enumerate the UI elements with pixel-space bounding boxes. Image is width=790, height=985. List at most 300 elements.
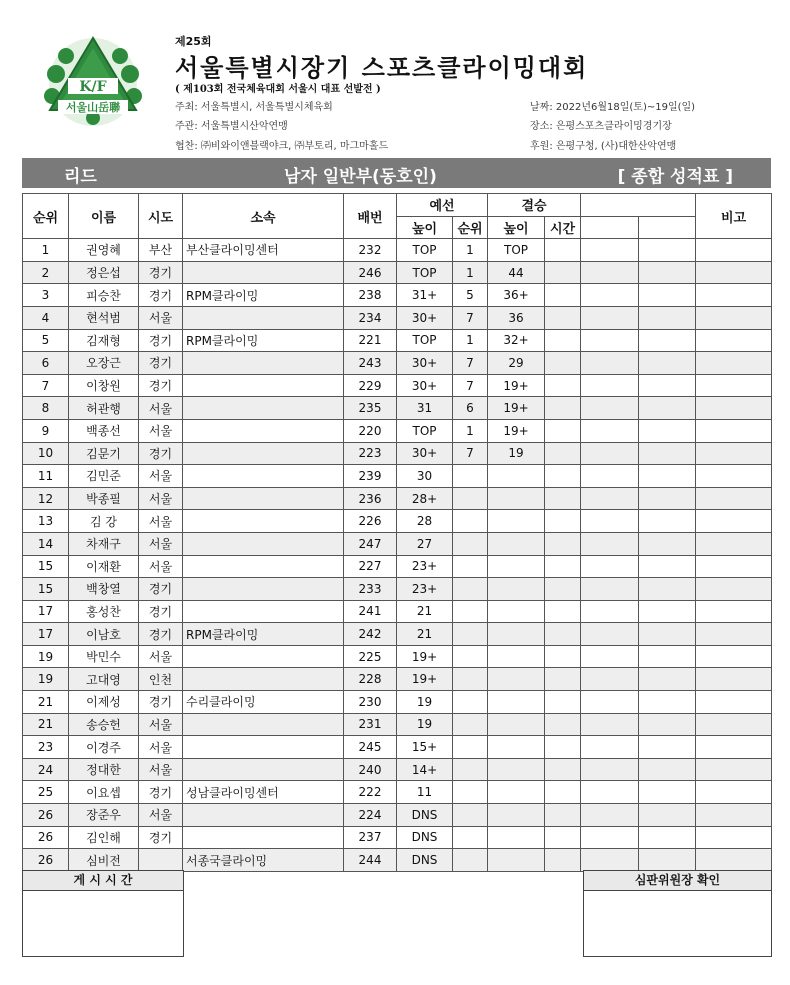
region-cell: 서울 xyxy=(139,397,183,420)
blank-cell xyxy=(581,555,639,578)
rank-cell: 4 xyxy=(23,306,69,329)
name-cell: 김재형 xyxy=(69,329,139,352)
division-label: 남자 일반부(동호인) xyxy=(284,167,437,187)
final-time-cell xyxy=(545,849,581,872)
note-cell xyxy=(696,645,772,668)
blank-cell xyxy=(581,826,639,849)
blank-cell xyxy=(581,691,639,714)
rank-cell: 19 xyxy=(23,668,69,691)
note-cell xyxy=(696,442,772,465)
blank-cell xyxy=(581,442,639,465)
qual-height-cell: TOP xyxy=(397,239,453,262)
name-cell: 이창원 xyxy=(69,374,139,397)
support-info: 후원: 은평구청, (사)대한산악연맹 xyxy=(530,141,677,152)
name-cell: 송승헌 xyxy=(69,713,139,736)
logo-bottom-text: 서울山岳聯 xyxy=(65,101,121,114)
rank-cell: 14 xyxy=(23,532,69,555)
qual-rank-cell: 1 xyxy=(453,419,488,442)
qual-height-cell: TOP xyxy=(397,419,453,442)
club-cell: RPM클라이밍 xyxy=(183,329,344,352)
judge-confirm-box xyxy=(583,870,772,957)
name-cell: 차재구 xyxy=(69,532,139,555)
bib-cell: 234 xyxy=(344,306,397,329)
qual-rank-cell: 1 xyxy=(453,239,488,262)
qual-height-cell: DNS xyxy=(397,804,453,827)
final-time-cell xyxy=(545,352,581,375)
blank-cell xyxy=(639,736,696,759)
blank-cell xyxy=(581,306,639,329)
qual-height-cell: 30+ xyxy=(397,306,453,329)
club-cell: RPM클라이밍 xyxy=(183,623,344,646)
table-row xyxy=(23,306,772,329)
region-cell: 경기 xyxy=(139,578,183,601)
blank-cell xyxy=(639,758,696,781)
blank-cell xyxy=(581,397,639,420)
blank-cell xyxy=(639,352,696,375)
bib-cell: 225 xyxy=(344,645,397,668)
table-row xyxy=(23,668,772,691)
region-cell: 경기 xyxy=(139,691,183,714)
table-row xyxy=(23,329,772,352)
club-cell xyxy=(183,374,344,397)
club-cell xyxy=(183,555,344,578)
bib-cell: 244 xyxy=(344,849,397,872)
header-qual-rank: 순위 xyxy=(453,216,488,239)
name-cell: 백종선 xyxy=(69,419,139,442)
final-time-cell xyxy=(545,397,581,420)
final-height-cell: 19+ xyxy=(488,374,545,397)
rank-cell: 3 xyxy=(23,284,69,307)
qual-height-cell: 14+ xyxy=(397,758,453,781)
bib-cell: 236 xyxy=(344,487,397,510)
rank-cell: 25 xyxy=(23,781,69,804)
qual-rank-cell xyxy=(453,804,488,827)
sheet-type-label: [ 종합 성적표 ] xyxy=(617,167,733,187)
region-cell: 경기 xyxy=(139,284,183,307)
name-cell: 김인해 xyxy=(69,826,139,849)
organizer-info: 주관: 서울특별시산악연맹 xyxy=(175,121,288,132)
blank-cell xyxy=(581,532,639,555)
note-cell xyxy=(696,668,772,691)
final-height-cell xyxy=(488,623,545,646)
table-row xyxy=(23,691,772,714)
blank-cell xyxy=(639,691,696,714)
region-cell: 서울 xyxy=(139,555,183,578)
note-cell xyxy=(696,239,772,262)
club-cell xyxy=(183,578,344,601)
blank-cell xyxy=(639,419,696,442)
region-cell: 서울 xyxy=(139,713,183,736)
bib-cell: 235 xyxy=(344,397,397,420)
bib-cell: 245 xyxy=(344,736,397,759)
note-cell xyxy=(696,397,772,420)
header-club: 소속 xyxy=(183,194,344,239)
region-cell: 서울 xyxy=(139,532,183,555)
region-cell: 서울 xyxy=(139,465,183,488)
final-height-cell: 44 xyxy=(488,261,545,284)
header-rank: 순위 xyxy=(23,194,69,239)
blank-cell xyxy=(639,284,696,307)
header-region: 시도 xyxy=(139,194,183,239)
final-time-cell xyxy=(545,668,581,691)
name-cell: 김민준 xyxy=(69,465,139,488)
qual-height-cell: 19+ xyxy=(397,668,453,691)
qual-rank-cell xyxy=(453,623,488,646)
blank-cell xyxy=(639,329,696,352)
bib-cell: 224 xyxy=(344,804,397,827)
event-label: 리드 xyxy=(64,167,97,187)
note-cell xyxy=(696,555,772,578)
qual-rank-cell xyxy=(453,510,488,533)
qual-rank-cell: 7 xyxy=(453,352,488,375)
rank-cell: 21 xyxy=(23,713,69,736)
final-height-cell xyxy=(488,758,545,781)
qual-height-cell: 19 xyxy=(397,713,453,736)
club-cell xyxy=(183,487,344,510)
club-cell xyxy=(183,261,344,284)
table-row xyxy=(23,442,772,465)
blank-cell xyxy=(639,306,696,329)
club-cell: 성남클라이밍센터 xyxy=(183,781,344,804)
rank-cell: 26 xyxy=(23,826,69,849)
blank-cell xyxy=(581,804,639,827)
venue-info: 장소: 은평스포츠클라이밍경기장 xyxy=(530,121,672,132)
name-cell: 피승찬 xyxy=(69,284,139,307)
name-cell: 고대영 xyxy=(69,668,139,691)
club-cell xyxy=(183,713,344,736)
final-time-cell xyxy=(545,306,581,329)
name-cell: 이남호 xyxy=(69,623,139,646)
club-cell: 서종국클라이밍 xyxy=(183,849,344,872)
final-height-cell: 19+ xyxy=(488,397,545,420)
note-cell xyxy=(696,826,772,849)
rank-cell: 10 xyxy=(23,442,69,465)
qual-height-cell: 31+ xyxy=(397,284,453,307)
header-blank-1 xyxy=(581,216,639,239)
qual-height-cell: TOP xyxy=(397,261,453,284)
table-row xyxy=(23,713,772,736)
club-cell xyxy=(183,645,344,668)
rank-cell: 15 xyxy=(23,555,69,578)
region-cell: 서울 xyxy=(139,758,183,781)
final-time-cell xyxy=(545,736,581,759)
region-cell: 인천 xyxy=(139,668,183,691)
bib-cell: 243 xyxy=(344,352,397,375)
final-height-cell xyxy=(488,465,545,488)
club-cell xyxy=(183,306,344,329)
table-row xyxy=(23,239,772,262)
note-cell xyxy=(696,600,772,623)
final-height-cell xyxy=(488,487,545,510)
blank-cell xyxy=(639,578,696,601)
page-title: 서울특별시장기 스포츠클라이밍대회 xyxy=(175,53,589,82)
final-time-cell xyxy=(545,487,581,510)
final-height-cell: 32+ xyxy=(488,329,545,352)
region-cell: 서울 xyxy=(139,804,183,827)
note-cell xyxy=(696,781,772,804)
club-cell xyxy=(183,600,344,623)
blank-cell xyxy=(639,645,696,668)
blank-cell xyxy=(639,465,696,488)
final-height-cell xyxy=(488,826,545,849)
note-cell xyxy=(696,713,772,736)
rank-cell: 26 xyxy=(23,804,69,827)
header-blank-2 xyxy=(639,216,696,239)
rank-cell: 8 xyxy=(23,397,69,420)
name-cell: 박민수 xyxy=(69,645,139,668)
qual-height-cell: 27 xyxy=(397,532,453,555)
blank-cell xyxy=(581,487,639,510)
blank-cell xyxy=(581,329,639,352)
header-blank xyxy=(581,194,696,217)
region-cell: 경기 xyxy=(139,623,183,646)
club-cell xyxy=(183,510,344,533)
note-cell xyxy=(696,804,772,827)
club-cell xyxy=(183,826,344,849)
rank-cell: 17 xyxy=(23,600,69,623)
qual-rank-cell xyxy=(453,849,488,872)
blank-cell xyxy=(581,781,639,804)
final-height-cell: TOP xyxy=(488,239,545,262)
final-time-cell xyxy=(545,645,581,668)
bib-cell: 231 xyxy=(344,713,397,736)
table-row xyxy=(23,261,772,284)
final-time-cell xyxy=(545,261,581,284)
blank-cell xyxy=(581,668,639,691)
name-cell: 현석범 xyxy=(69,306,139,329)
final-height-cell xyxy=(488,668,545,691)
qual-rank-cell: 7 xyxy=(453,442,488,465)
final-time-cell xyxy=(545,781,581,804)
final-height-cell xyxy=(488,849,545,872)
final-time-cell xyxy=(545,419,581,442)
name-cell: 김 강 xyxy=(69,510,139,533)
club-cell: 수리클라이밍 xyxy=(183,691,344,714)
qual-rank-cell xyxy=(453,758,488,781)
blank-cell xyxy=(639,804,696,827)
region-cell: 서울 xyxy=(139,419,183,442)
table-row xyxy=(23,849,772,872)
name-cell: 홍성찬 xyxy=(69,600,139,623)
blank-cell xyxy=(639,555,696,578)
rank-cell: 11 xyxy=(23,465,69,488)
final-height-cell: 36+ xyxy=(488,284,545,307)
note-cell xyxy=(696,691,772,714)
name-cell: 이요셉 xyxy=(69,781,139,804)
date-info: 날짜: 2022년6월18일(토)~19일(일) xyxy=(530,102,696,113)
blank-cell xyxy=(639,781,696,804)
final-height-cell: 29 xyxy=(488,352,545,375)
table-row xyxy=(23,578,772,601)
note-cell xyxy=(696,532,772,555)
club-cell xyxy=(183,758,344,781)
qual-height-cell: 23+ xyxy=(397,578,453,601)
final-time-cell xyxy=(545,713,581,736)
category-banner xyxy=(22,158,771,188)
final-time-cell xyxy=(545,600,581,623)
blank-cell xyxy=(581,623,639,646)
name-cell: 허관행 xyxy=(69,397,139,420)
qual-height-cell: 28 xyxy=(397,510,453,533)
club-cell xyxy=(183,352,344,375)
qual-height-cell: 30+ xyxy=(397,352,453,375)
final-time-cell xyxy=(545,555,581,578)
region-cell: 서울 xyxy=(139,510,183,533)
note-cell xyxy=(696,487,772,510)
note-cell xyxy=(696,465,772,488)
region-cell: 서울 xyxy=(139,645,183,668)
note-cell xyxy=(696,329,772,352)
bib-cell: 228 xyxy=(344,668,397,691)
logo-top-text: K/F xyxy=(79,79,107,95)
blank-cell xyxy=(581,239,639,262)
qual-height-cell: 28+ xyxy=(397,487,453,510)
region-cell: 서울 xyxy=(139,487,183,510)
final-time-cell xyxy=(545,374,581,397)
club-cell xyxy=(183,442,344,465)
rank-cell: 7 xyxy=(23,374,69,397)
table-row xyxy=(23,645,772,668)
final-time-cell xyxy=(545,758,581,781)
final-height-cell xyxy=(488,736,545,759)
federation-logo xyxy=(38,34,148,126)
name-cell: 정은섭 xyxy=(69,261,139,284)
table-row xyxy=(23,419,772,442)
club-cell: RPM클라이밍 xyxy=(183,284,344,307)
final-time-cell xyxy=(545,510,581,533)
final-height-cell: 19+ xyxy=(488,419,545,442)
note-cell xyxy=(696,510,772,533)
header-note: 비고 xyxy=(696,194,772,239)
blank-cell xyxy=(581,352,639,375)
host-info: 주최: 서울특별시, 서울특별시체육회 xyxy=(175,102,333,113)
edition-label: 제25회 xyxy=(175,35,212,48)
qual-height-cell: TOP xyxy=(397,329,453,352)
club-cell xyxy=(183,465,344,488)
blank-cell xyxy=(581,736,639,759)
rank-cell: 5 xyxy=(23,329,69,352)
bib-cell: 242 xyxy=(344,623,397,646)
bib-cell: 221 xyxy=(344,329,397,352)
qual-rank-cell xyxy=(453,826,488,849)
judge-confirm-label: 심판위원장 확인 xyxy=(584,871,771,891)
table-row xyxy=(23,487,772,510)
name-cell: 박종필 xyxy=(69,487,139,510)
qual-height-cell: 19 xyxy=(397,691,453,714)
name-cell: 이재환 xyxy=(69,555,139,578)
qual-rank-cell xyxy=(453,465,488,488)
bib-cell: 238 xyxy=(344,284,397,307)
note-cell xyxy=(696,623,772,646)
region-cell: 부산 xyxy=(139,239,183,262)
table-row xyxy=(23,397,772,420)
table-row xyxy=(23,736,772,759)
table-row xyxy=(23,600,772,623)
rank-cell: 13 xyxy=(23,510,69,533)
table-row xyxy=(23,555,772,578)
qual-height-cell: 30+ xyxy=(397,374,453,397)
region-cell: 경기 xyxy=(139,329,183,352)
rank-cell: 9 xyxy=(23,419,69,442)
blank-cell xyxy=(581,261,639,284)
results-body xyxy=(23,239,772,872)
note-cell xyxy=(696,374,772,397)
bib-cell: 239 xyxy=(344,465,397,488)
rank-cell: 26 xyxy=(23,849,69,872)
name-cell: 오장근 xyxy=(69,352,139,375)
name-cell: 권영혜 xyxy=(69,239,139,262)
final-height-cell xyxy=(488,804,545,827)
qual-height-cell: 15+ xyxy=(397,736,453,759)
region-cell: 경기 xyxy=(139,374,183,397)
final-time-cell xyxy=(545,578,581,601)
bib-cell: 227 xyxy=(344,555,397,578)
rank-cell: 2 xyxy=(23,261,69,284)
club-cell xyxy=(183,668,344,691)
note-cell xyxy=(696,419,772,442)
bib-cell: 232 xyxy=(344,239,397,262)
blank-cell xyxy=(639,600,696,623)
region-cell: 경기 xyxy=(139,352,183,375)
qual-rank-cell: 5 xyxy=(453,284,488,307)
blank-cell xyxy=(581,600,639,623)
blank-cell xyxy=(581,758,639,781)
region-cell: 경기 xyxy=(139,442,183,465)
qual-rank-cell xyxy=(453,578,488,601)
qual-height-cell: 30 xyxy=(397,465,453,488)
qual-rank-cell xyxy=(453,691,488,714)
header-qual-height: 높이 xyxy=(397,216,453,239)
name-cell: 이제성 xyxy=(69,691,139,714)
bib-cell: 220 xyxy=(344,419,397,442)
final-height-cell xyxy=(488,555,545,578)
final-time-cell xyxy=(545,804,581,827)
table-row xyxy=(23,510,772,533)
qual-height-cell: 19+ xyxy=(397,645,453,668)
table-row xyxy=(23,781,772,804)
posting-time-label: 게 시 시 간 xyxy=(23,871,183,891)
note-cell xyxy=(696,284,772,307)
blank-cell xyxy=(639,532,696,555)
page-subtitle: ( 제103회 전국체육대회 서울시 대표 선발전 ) xyxy=(175,84,381,95)
club-cell xyxy=(183,397,344,420)
table-row xyxy=(23,758,772,781)
bib-cell: 229 xyxy=(344,374,397,397)
final-time-cell xyxy=(545,239,581,262)
bib-cell: 233 xyxy=(344,578,397,601)
qual-rank-cell xyxy=(453,645,488,668)
blank-cell xyxy=(639,374,696,397)
bib-cell: 241 xyxy=(344,600,397,623)
blank-cell xyxy=(581,465,639,488)
blank-cell xyxy=(639,849,696,872)
qual-height-cell: DNS xyxy=(397,826,453,849)
blank-cell xyxy=(639,397,696,420)
rank-cell: 23 xyxy=(23,736,69,759)
final-height-cell xyxy=(488,645,545,668)
header-name: 이름 xyxy=(69,194,139,239)
final-time-cell xyxy=(545,826,581,849)
club-cell: 부산클라이밍센터 xyxy=(183,239,344,262)
qual-height-cell: 31 xyxy=(397,397,453,420)
club-cell xyxy=(183,804,344,827)
region-cell: 서울 xyxy=(139,306,183,329)
blank-cell xyxy=(581,578,639,601)
final-time-cell xyxy=(545,442,581,465)
rank-cell: 24 xyxy=(23,758,69,781)
qual-rank-cell xyxy=(453,713,488,736)
name-cell: 심비전 xyxy=(69,849,139,872)
